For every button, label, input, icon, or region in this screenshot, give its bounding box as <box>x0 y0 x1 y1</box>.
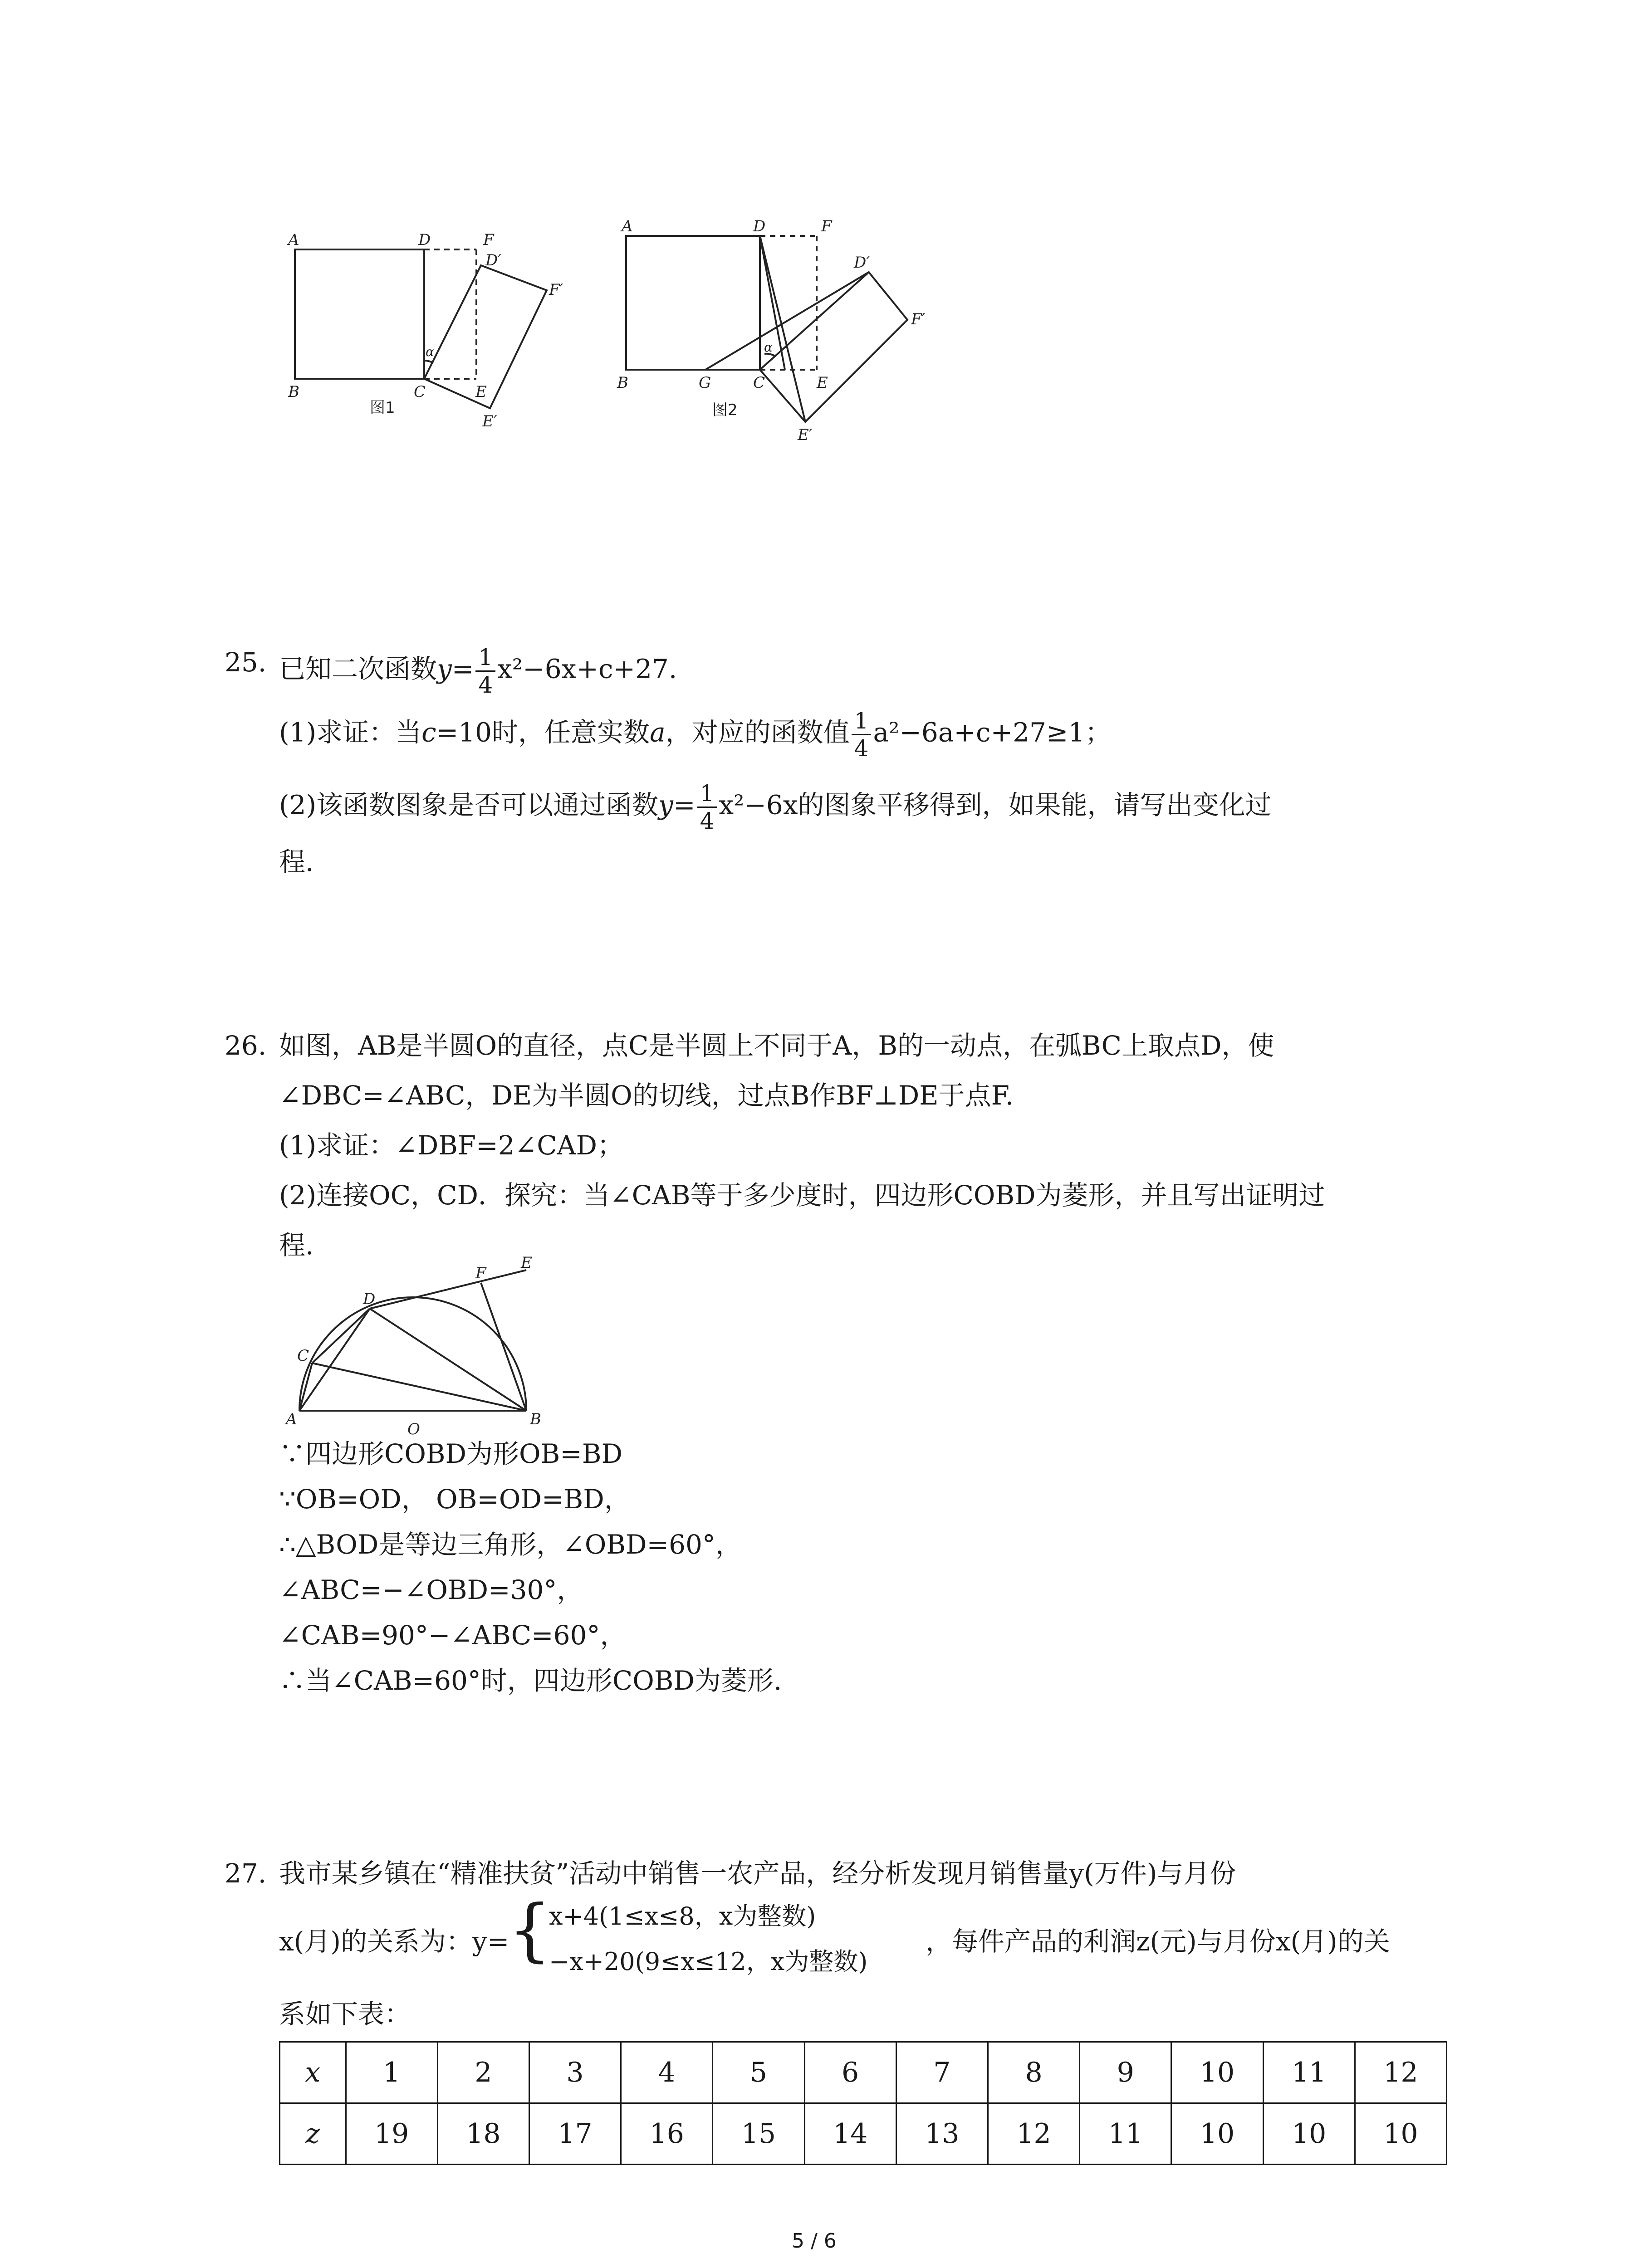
q25-part2-cont: 程. <box>279 846 314 877</box>
q26-line5: 程. <box>279 1230 314 1261</box>
table-cell: 1 <box>346 2042 437 2103</box>
fig2-label-d-prime: D′ <box>854 254 870 272</box>
q25-part2-fraction: $\frac{1}{4}$ <box>697 780 717 834</box>
q25-part2: (2)该函数图象是否可以通过函数y= $\frac{1}{4}$ x²−6x的图象平移得到，如果能，请写出变化过 <box>279 780 1272 834</box>
fig2-label-e: E <box>817 374 828 392</box>
table-header-x: x <box>280 2042 346 2103</box>
q25-stem <box>279 644 677 698</box>
fig1-label-e-prime: E′ <box>482 412 497 430</box>
table-cell: 10 <box>1171 2042 1263 2103</box>
table-cell: 16 <box>621 2103 713 2165</box>
q27-line2-post: ，每件产品的利润z(元)与月份x(月)的关 <box>926 1926 1390 1957</box>
q26-solution-5: ∠CAB=90°−∠ABC=60°， <box>279 1620 627 1651</box>
fig2-label-c: C <box>753 374 765 392</box>
fig1-label-f: F <box>483 231 494 249</box>
table-cell: 4 <box>621 2042 713 2103</box>
table-cell: 13 <box>896 2103 988 2165</box>
fig1-caption: 图1 <box>370 399 395 417</box>
q26-line2: ∠DBC=∠ABC，DE为半圆O的切线，过点B作BF⊥DE于点F. <box>279 1080 1014 1111</box>
fig26-label-b: B <box>530 1410 541 1428</box>
fig1-label-a: A <box>288 231 299 249</box>
table-cell: 2 <box>437 2042 529 2103</box>
semicircle-figure <box>272 1256 572 1438</box>
table-cell: 12 <box>1355 2042 1446 2103</box>
fig2-label-f: F <box>821 217 832 235</box>
q26-line4: (2)连接OC，CD．探究：当∠CAB等于多少度时，四边形COBD为菱形，并且写出证明过 <box>279 1180 1325 1211</box>
fig1-label-f-prime: F′ <box>549 281 563 299</box>
q25-part1: (1)求证：当c=10时，任意实数a，对应的函数值 $\frac{1}{4}$ a²−6a+c+27≥1； <box>279 708 1112 762</box>
fig1-label-alpha: α <box>426 344 434 359</box>
q26-line3: (1)求证：∠DBF=2∠CAD； <box>279 1130 623 1161</box>
table-cell: 7 <box>896 2042 988 2103</box>
page-number: 5 / 6 <box>792 2229 837 2253</box>
figure-2 <box>594 200 985 490</box>
q26-line1: 如图，AB是半圆O的直径，点C是半圆上不同于A，B的一动点，在弧BC上取点D，使 <box>279 1030 1274 1061</box>
table-cell: 5 <box>713 2042 804 2103</box>
table-cell: 11 <box>1080 2103 1171 2165</box>
q26-solution-4: ∠ABC=−∠OBD=30°， <box>279 1574 583 1605</box>
fig2-label-e-prime: E′ <box>798 426 813 444</box>
q26-solution-1: ∵四边形COBD为形OB=BD <box>279 1438 622 1469</box>
table-cell: 11 <box>1263 2042 1355 2103</box>
fig26-label-a: A <box>286 1410 297 1428</box>
fig1-label-d: D <box>418 231 431 249</box>
fig26-label-e: E <box>521 1256 532 1272</box>
q25-stem-y: y <box>437 653 452 684</box>
table-cell: 19 <box>346 2103 437 2165</box>
fig26-label-o: O <box>407 1420 420 1438</box>
data-table <box>279 2041 1447 2165</box>
q26-number: 26. <box>225 1030 267 1061</box>
q27-line2-pre: x(月)的关系为：y= <box>279 1926 509 1957</box>
fig2-label-b: B <box>617 374 628 392</box>
q26-solution-3: ∴△BOD是等边三角形，∠OBD=60°， <box>279 1529 742 1560</box>
fig2-label-a: A <box>622 217 633 235</box>
table-cell: 17 <box>529 2103 621 2165</box>
fig1-label-c: C <box>414 383 426 401</box>
table-cell: 15 <box>713 2103 804 2165</box>
q26-solution-2: ∵OB=OD， OB=OD=BD， <box>279 1484 631 1515</box>
q25-stem-eq: = <box>451 653 474 684</box>
table-cell: 10 <box>1263 2103 1355 2165</box>
q27-line1: 我市某乡镇在“精准扶贫”活动中销售一农产品，经分析发现月销售量y(万件)与月份 <box>279 1858 1236 1889</box>
q25-stem-fraction: $\frac{1}{4}$ <box>475 644 495 698</box>
fig2-label-g: G <box>699 374 711 392</box>
fig1-label-e: E <box>475 383 487 401</box>
fig2-label-alpha: α <box>764 340 773 355</box>
table-cell: 10 <box>1171 2103 1263 2165</box>
fig26-label-d: D <box>363 1290 376 1308</box>
table-header-z: z <box>280 2103 346 2165</box>
piecewise-brace: { <box>508 1891 552 1970</box>
q25-stem-pre: 已知二次函数 <box>279 653 437 684</box>
table-cell: 10 <box>1355 2103 1446 2165</box>
table-cell: 3 <box>529 2042 621 2103</box>
figure-1 <box>254 200 599 490</box>
fig1-label-d-prime: D′ <box>485 251 501 269</box>
table-cell: 6 <box>804 2042 896 2103</box>
q26-solution-6: ∴当∠CAB=60°时，四边形COBD为菱形. <box>279 1665 782 1696</box>
q27-case2: −x+20(9≤x≤12，x为整数) <box>549 1947 868 1976</box>
q25-number: 25. <box>225 647 267 678</box>
table-cell: 9 <box>1080 2042 1171 2103</box>
q25-part1-fraction: $\frac{1}{4}$ <box>852 708 872 762</box>
table-row-z <box>280 2103 1447 2165</box>
fig26-label-c: C <box>297 1347 309 1365</box>
fig26-label-f: F <box>475 1264 486 1282</box>
table-cell: 8 <box>988 2042 1079 2103</box>
fig2-caption: 图2 <box>712 401 738 419</box>
fig2-label-d: D <box>753 217 766 235</box>
q27-line3: 系如下表： <box>279 1999 411 2029</box>
q25-stem-post: x²−6x+c+27. <box>497 653 677 684</box>
fig2-label-f-prime: F′ <box>911 310 926 328</box>
fig1-label-b: B <box>288 383 299 401</box>
q27-number: 27. <box>225 1858 267 1889</box>
q27-case1: x+4(1≤x≤8，x为整数) <box>549 1902 816 1931</box>
table-cell: 14 <box>804 2103 896 2165</box>
table-cell: 12 <box>988 2103 1079 2165</box>
table-cell: 18 <box>437 2103 529 2165</box>
table-row-x <box>280 2042 1447 2103</box>
